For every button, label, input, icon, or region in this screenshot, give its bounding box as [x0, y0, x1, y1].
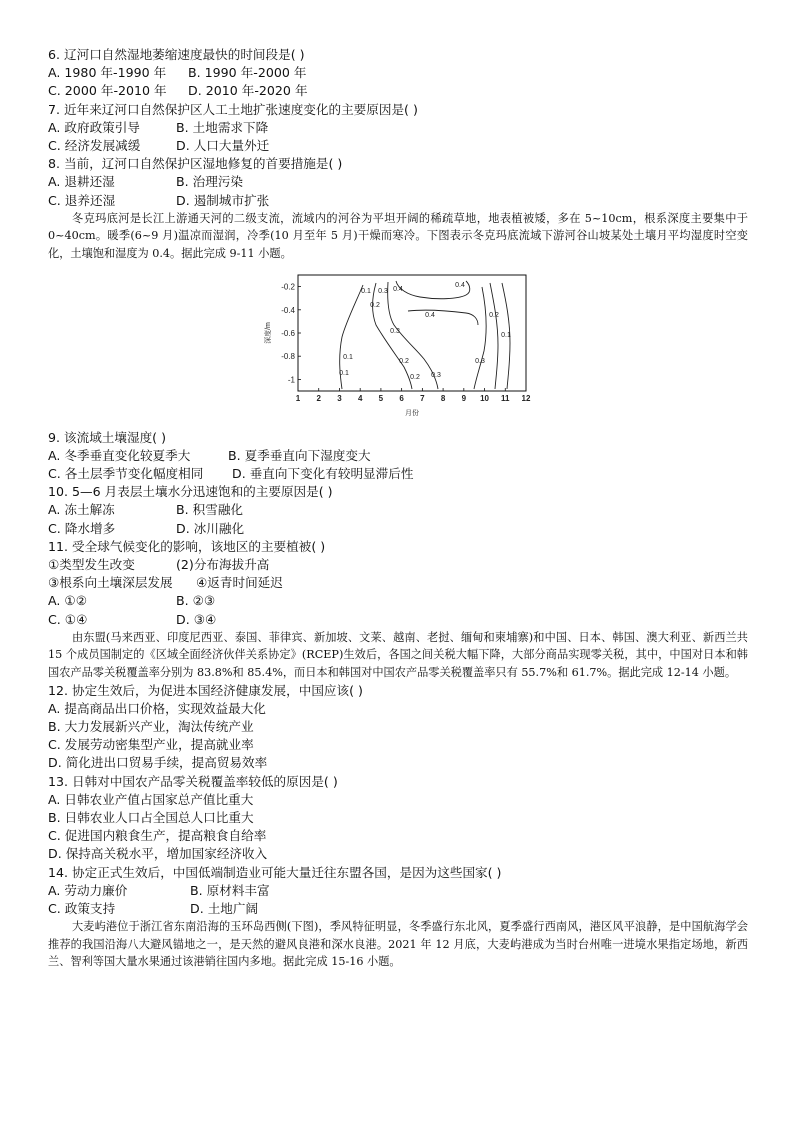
contour-value-label: 0.3 — [390, 327, 400, 335]
q10-option-c: C. 降水增多 — [48, 520, 116, 536]
q12-option-c: C. 发展劳动密集型产业，提高就业率 — [48, 737, 254, 753]
q14-option-d: D. 土地广阔 — [190, 901, 259, 917]
contour-plot — [258, 267, 558, 427]
q13-option-c: C. 促进国内粮食生产，提高粮食自给率 — [48, 828, 267, 844]
q9-options-row1 — [48, 447, 748, 465]
q10-option-b: B. 积雪融化 — [176, 502, 244, 518]
q10-stem: 10. 5—6 月表层土壤水分迅速饱和的主要原因是( ) — [48, 484, 333, 500]
q9-option-d: D. 垂直向下变化有较明显滞后性 — [232, 466, 414, 482]
q7-option-a: A. 政府政策引导 — [48, 119, 140, 135]
q7-option-d: D. 人口大量外迁 — [176, 138, 270, 154]
contour-value-label: 0.3 — [378, 287, 388, 295]
passage-damaiyu-port: 大麦屿港位于浙江省东南沿海的玉环岛西侧(下图)，季风特征明显，冬季盛行东北风，夏季盛行西南风，港区风平浪静，是中国航海学会推荐的我国沿海八大避风锚地之一，是天然的避风良港和深水良港。2021 年 12 月底，大麦屿港成为当时台州唯一进境水果指定场地，新西兰、智利等国大量水果通过该港销往国内多地。据此完成 15-16 小题。 — [48, 920, 748, 969]
y-tick-label: -0.2 — [281, 282, 295, 292]
x-tick-label: 6 — [399, 393, 404, 403]
q11-option-a: A. ①② — [48, 593, 87, 609]
x-tick-label: 10 — [480, 393, 489, 403]
q6-stem: 6. 辽河口自然湿地萎缩速度最快的时间段是( ) — [48, 47, 305, 62]
q7-options-row2 — [48, 137, 748, 155]
q11-option-b: B. ②③ — [176, 593, 216, 609]
q9-stem: 9. 该流域土壤湿度( ) — [48, 429, 167, 445]
x-tick-label: 1 — [295, 393, 301, 403]
y-tick-label: -0.4 — [281, 305, 295, 315]
q8-options-row1 — [48, 173, 748, 191]
q8-options-row2 — [48, 192, 748, 210]
q9-option-b: B. 夏季垂直向下湿度变大 — [228, 447, 371, 463]
x-tick-label: 7 — [420, 393, 425, 403]
q7-option-b: B. 土地需求下降 — [176, 119, 269, 135]
q13-stem: 13. 日韩对中国农产品零关税覆盖率较低的原因是( ) — [48, 773, 338, 789]
contour-value-label: 0.3 — [475, 357, 485, 365]
contour-value-label: 0.2 — [489, 311, 499, 319]
q11-options-row1 — [48, 592, 748, 610]
q11-option-d: D. ③④ — [176, 611, 217, 627]
y-axis-label: 深度/m — [265, 321, 272, 344]
x-tick-label: 2 — [316, 393, 321, 403]
q12-option-b: B. 大力发展新兴产业，淘汰传统产业 — [48, 719, 254, 735]
q11-statement-3: ③根系向土壤深层发展 — [48, 575, 173, 591]
contour-line-0.2-left — [373, 283, 412, 389]
contour-value-label: 0.2 — [370, 301, 380, 309]
x-tick-label: 3 — [337, 393, 342, 403]
q13-option-b: B. 日韩农业人口占全国总人口比重大 — [48, 810, 254, 826]
q6-options-row1 — [48, 64, 748, 82]
q8-option-c: C. 退养还湿 — [48, 192, 116, 208]
passage-soil-moisture: 冬克玛底河是长江上游通天河的二级支流，流域内的河谷为平坦开阔的稀疏草地，地表植被矮，多在 5~10cm，根系深度主要集中于 0~40cm。暖季(6~9 月)温凉而湿润，冷季(10 月至年 5 月)干燥而寒冷。下图表示冬克玛底流域下游河谷山坡某处土壤月平均湿度时空变化，土壤饱和湿度为 0.4。据此完成 9-11 小题。 — [48, 211, 748, 261]
contour-value-label: 0.4 — [425, 311, 435, 319]
contour-line-0.4-inner — [408, 310, 478, 325]
q13-option-d: D. 保持高关税水平，增加国家经济收入 — [48, 846, 268, 862]
q14-option-c: C. 政策支持 — [48, 901, 116, 917]
q8-option-a: A. 退耕还湿 — [48, 174, 115, 190]
q9-option-c: C. 各土层季节变化幅度相同 — [48, 466, 204, 482]
x-tick-label: 9 — [461, 393, 467, 403]
x-tick-label: 5 — [378, 393, 384, 403]
q10-option-a: A. 冻土解冻 — [48, 502, 115, 518]
q14-options-row2 — [48, 900, 748, 918]
soil-moisture-contour-chart — [258, 267, 558, 427]
contour-value-label: 0.1 — [501, 331, 511, 339]
q14-stem: 14. 协定正式生效后，中国低端制造业可能大量迁往东盟各国，是因为这些国家( ) — [48, 864, 502, 880]
y-tick-label: -0.8 — [281, 351, 295, 361]
y-tick-label: -1 — [287, 375, 295, 385]
q11-statements-row1 — [48, 556, 748, 574]
q8-stem: 8. 当前，辽河口自然保护区湿地修复的首要措施是( ) — [48, 156, 343, 172]
q12-option-d: D. 简化进出口贸易手续，提高贸易效率 — [48, 755, 268, 771]
y-tick-label: -0.6 — [281, 328, 295, 338]
passage-rcep: 由东盟(马来西亚、印度尼西亚、泰国、菲律宾、新加坡、文莱、越南、老挝、缅甸和柬埔寨)和中国、日本、韩国、澳大利亚、新西兰共 15 个成员国制定的《区域全面经济伙伴关系协定》(RCEP)生效后，各国之间关税大幅下降，大部分商品实现零关税，其中，中国对日本和韩国农产品零关税覆盖率分别为 83.8%和 85.4%，而日本和韩国对中国农产品零关税覆盖率只有 55.7%和 61.7%。据此完成 12-14 小题。 — [48, 630, 748, 680]
q11-statement-2: (2)分布海拔升高 — [176, 557, 270, 573]
q6-option-a: A. 1980 年-1990 年 — [48, 65, 167, 81]
contour-value-label: 0.4 — [455, 281, 465, 289]
q6-options-row2 — [48, 82, 748, 100]
q14-option-a: A. 劳动力廉价 — [48, 882, 128, 898]
q6-option-d: D. 2010 年-2020 年 — [188, 83, 308, 99]
q9-options-row2 — [48, 465, 748, 483]
q6-option-b: B. 1990 年-2000 年 — [188, 65, 307, 81]
x-axis-label: 月份 — [405, 409, 419, 417]
contour-value-label: 0.1 — [339, 369, 349, 377]
q8-option-b: B. 治理污染 — [176, 174, 244, 190]
contour-value-label: 0.2 — [399, 357, 409, 365]
q9-option-a: A. 冬季垂直变化较夏季大 — [48, 447, 191, 463]
q6-option-c: C. 2000 年-2010 年 — [48, 83, 167, 99]
x-tick-label: 12 — [521, 393, 531, 403]
q12-option-a: A. 提高商品出口价格，实现效益最大化 — [48, 700, 266, 716]
contour-line-0.3-right — [474, 287, 486, 389]
x-tick-label: 4 — [357, 393, 363, 403]
contour-value-label: 0.3 — [431, 371, 441, 379]
q7-option-c: C. 经济发展减缓 — [48, 138, 141, 154]
q8-option-d: D. 遏制城市扩张 — [176, 192, 270, 208]
q11-option-c: C. ①④ — [48, 611, 88, 627]
contour-line-0.2-right — [490, 283, 498, 389]
q10-options-row1 — [48, 501, 748, 519]
q11-statement-4: ④返青时间延迟 — [196, 575, 283, 591]
q14-option-b: B. 原材料丰富 — [190, 882, 270, 898]
contour-value-label: 0.2 — [410, 373, 420, 381]
contour-value-label: 0.1 — [361, 287, 371, 295]
q11-statement-1: ①类型发生改变 — [48, 557, 135, 573]
x-tick-label: 8 — [440, 393, 446, 403]
q11-stem: 11. 受全球气候变化的影响，该地区的主要植被( ) — [48, 538, 326, 554]
x-tick-label: 11 — [501, 393, 510, 403]
contour-value-label: 0.4 — [393, 285, 403, 293]
q14-options-row1 — [48, 882, 748, 900]
q12-stem: 12. 协定生效后，为促进本国经济健康发展，中国应该( ) — [48, 682, 363, 698]
q7-stem: 7. 近年来辽河口自然保护区人工土地扩张速度变化的主要原因是( ) — [48, 101, 418, 117]
q11-statements-row2 — [48, 574, 748, 592]
exam-page — [48, 46, 748, 971]
q13-option-a: A. 日韩农业产值占国家总产值比重大 — [48, 791, 254, 807]
q10-options-row2 — [48, 520, 748, 538]
q10-option-d: D. 冰川融化 — [176, 520, 245, 536]
q11-options-row2 — [48, 611, 748, 629]
contour-value-label: 0.1 — [343, 353, 353, 361]
q7-options-row1 — [48, 119, 748, 137]
